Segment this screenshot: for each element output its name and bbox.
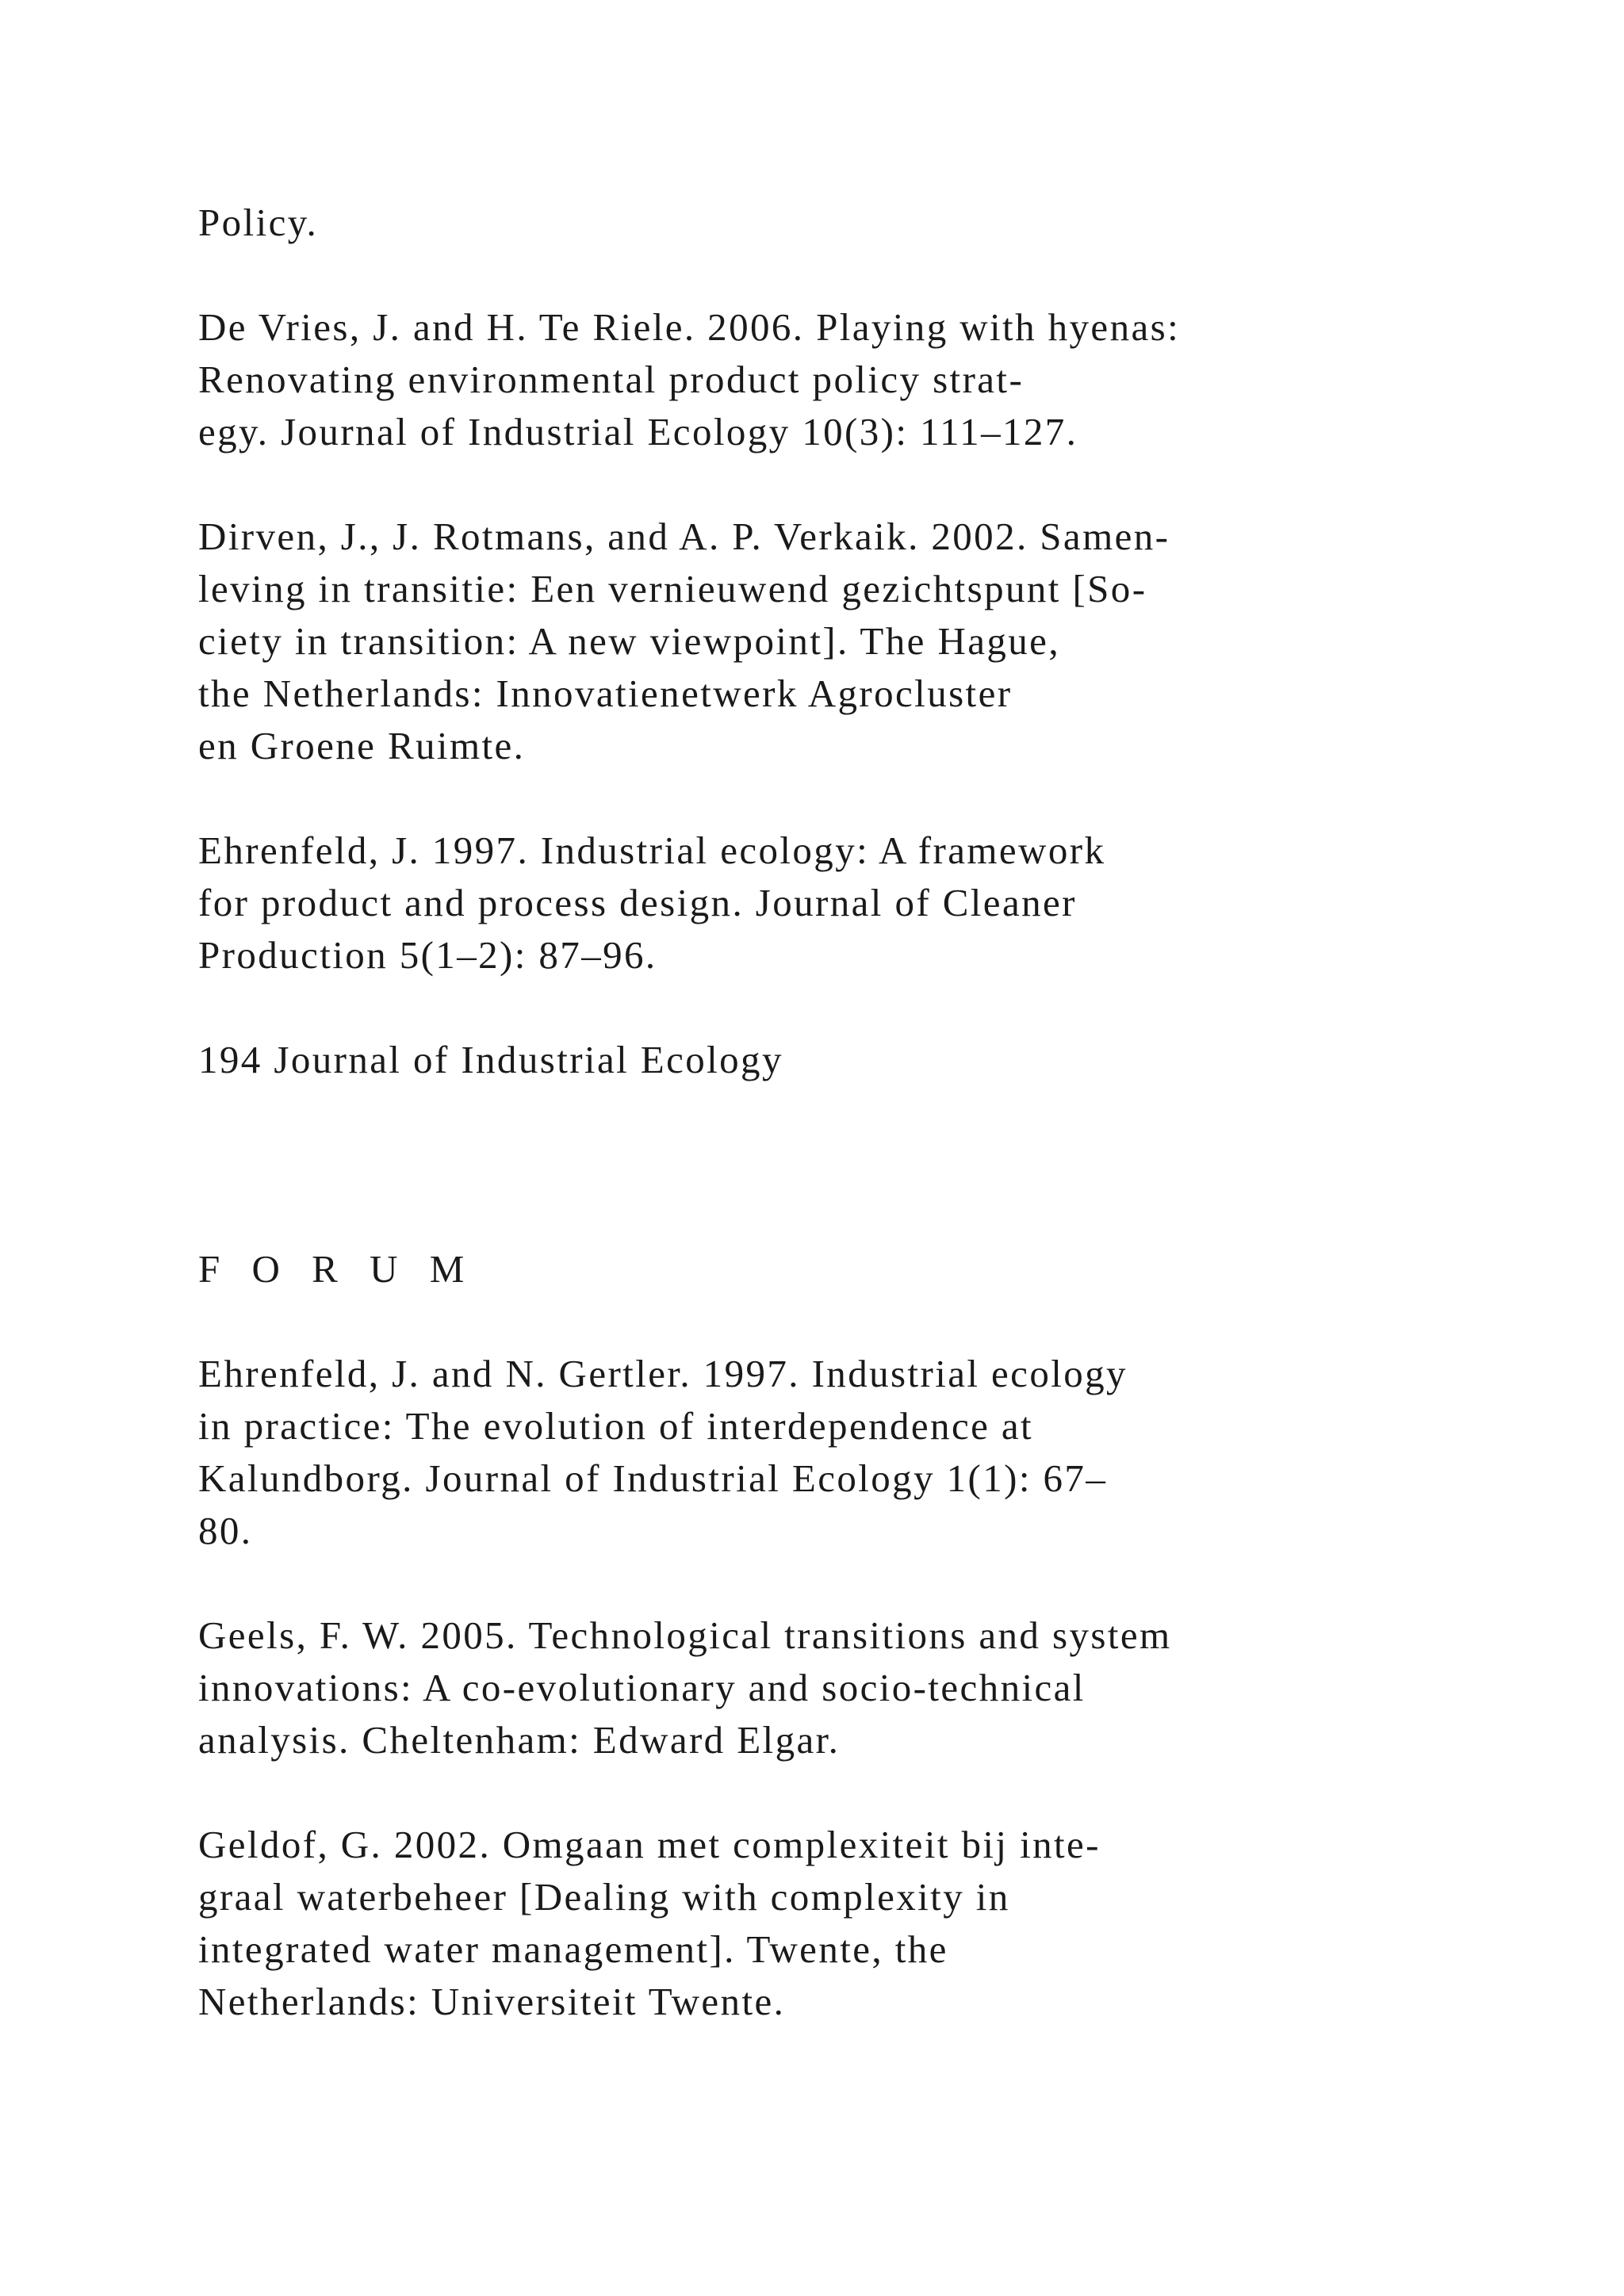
reference-dirven-line-2: leving in transitie: Een vernieuwend gezichtspunt [So- [198,567,1147,610]
reference-geels-line-2: innovations: A co-evolutionary and socio-technical [198,1666,1086,1709]
reference-dirven-line-5: en Groene Ruimte. [198,724,526,767]
reference-ehrenfeld-1997-line-3: Production 5(1–2): 87–96. [198,933,657,977]
reference-devries-line-3: egy. Journal of Industrial Ecology 10(3): 111–127. [198,410,1078,453]
reference-ehrenfeld-1997-line-2: for product and process design. Journal of Cleaner [198,881,1077,924]
reference-ehrenfeld-gertler-line-3: Kalundborg. Journal of Industrial Ecology 1(1): 67– [198,1456,1108,1500]
reference-dirven-line-4: the Netherlands: Innovatienetwerk Agrocluster [198,672,1013,715]
reference-dirven-line-1: Dirven, J., J. Rotmans, and A. P. Verkaik. 2002. Samen- [198,515,1170,558]
reference-geldof-line-2: graal waterbeheer [Dealing with complexity in [198,1875,1010,1919]
reference-ehrenfeld-1997-line-1: Ehrenfeld, J. 1997. Industrial ecology: A framework [198,828,1106,872]
reference-geels-line-3: analysis. Cheltenham: Edward Elgar. [198,1718,841,1762]
reference-continuation-policy: Policy. [198,201,319,244]
reference-geldof-line-1: Geldof, G. 2002. Omgaan met complexiteit bij inte- [198,1823,1101,1866]
reference-ehrenfeld-gertler-line-1: Ehrenfeld, J. and N. Gertler. 1997. Industrial ecology [198,1352,1128,1395]
page-footer-journal: 194 Journal of Industrial Ecology [198,1038,783,1081]
reference-geldof-line-4: Netherlands: Universiteit Twente. [198,1980,786,2023]
reference-devries-line-2: Renovating environmental product policy strat- [198,358,1025,401]
reference-dirven-line-3: ciety in transition: A new viewpoint]. The Hague, [198,619,1060,663]
reference-geldof-line-3: integrated water management]. Twente, the [198,1927,948,1971]
section-label-forum: F O R U M [198,1247,476,1291]
reference-geels-line-1: Geels, F. W. 2005. Technological transitions and system [198,1613,1172,1657]
reference-ehrenfeld-gertler-line-4: 80. [198,1509,253,1552]
reference-ehrenfeld-gertler-line-2: in practice: The evolution of interdependence at [198,1404,1034,1448]
reference-devries-line-1: De Vries, J. and H. Te Riele. 2006. Playing with hyenas: [198,305,1181,349]
